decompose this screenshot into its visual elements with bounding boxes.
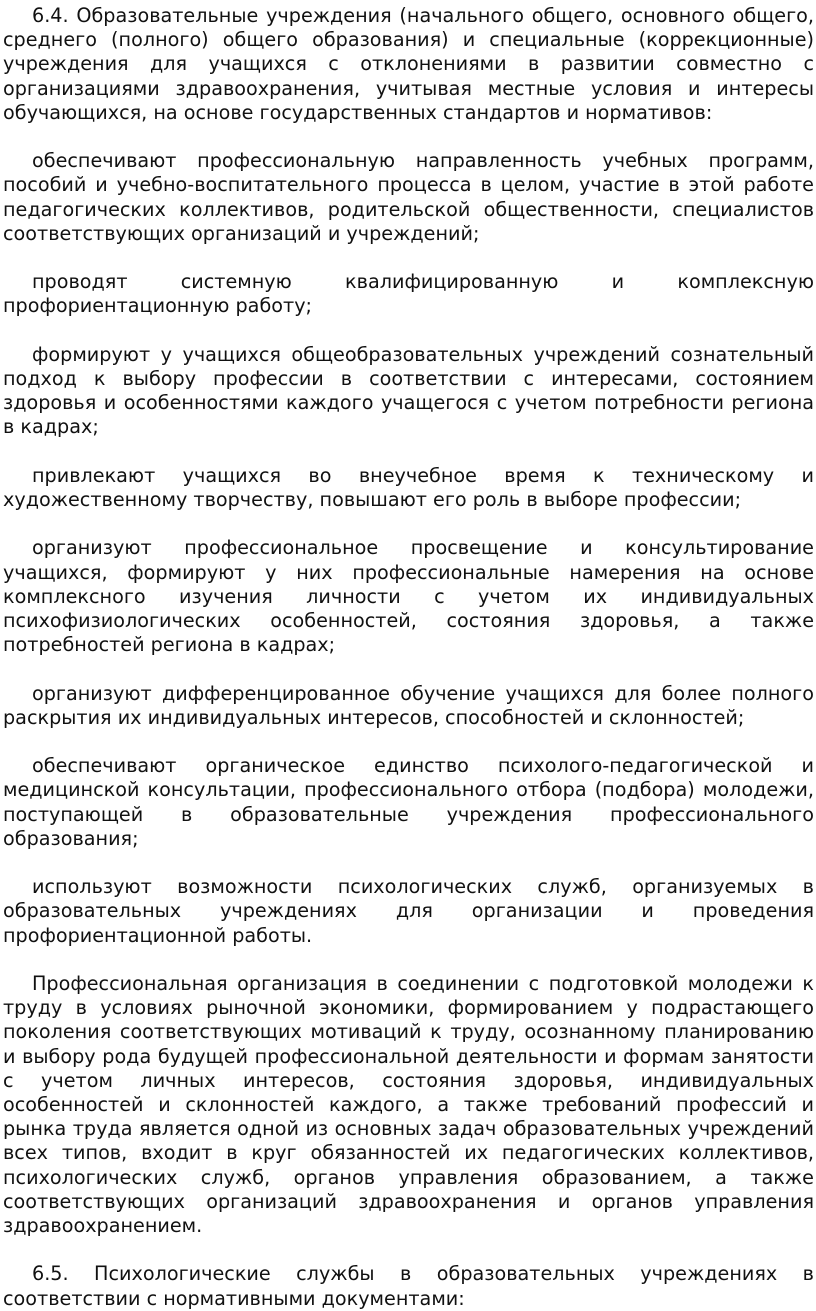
paragraph-creative-activity: привлекают учащихся во внеучебное время к техническому и художественному творчеству, повышают его роль в выборе профессии; — [3, 463, 814, 511]
paragraph-section-6-4-intro: 6.4. Образовательные учреждения (начального общего, основного общего, среднего (полного) общего образования) и специальные (коррекционные) учреждения для учащихся с отклонениями в развитии совместно с организациями здравоохранения, учитывая местные условия и интересы обучающихся, на основе государственных стандартов и нормативов: — [3, 4, 814, 124]
paragraph-conscious-choice: формируют у учащихся общеобразовательных учреждений сознательный подход к выбору профессии в соответствии с интересами, состоянием здоровья и особенностями каждого учащегося с учетом потребности региона в кадрах; — [3, 342, 814, 439]
paragraph-professional-education: организуют профессиональное просвещение и консультирование учащихся, формируют у них профессиональные намерения на основе комплексного изучения личности с учетом их индивидуальных психофизиологических особенностей, состояния здоровья, а также потребностей региона в кадрах; — [3, 536, 814, 657]
paragraph-professional-organization: Профессиональная организация в соединении с подготовкой молодежи к труду в условиях рыночной экономики, формированием у подрастающего поколения соответствующих мотиваций к труду, осознанному планированию и выбору рода будущей профессиональной деятельности и формам занятости с учетом личных интересов, состояния здоровья, индивидуальных особенностей и склонностей каждого, а также требований профессий и рынка труда является одной из основных задач образовательных учреждений всех типов, входит в круг обязанностей их педагогических коллективов, психологических служб, органов управления образованием, а также соответствующих организаций здравоохранения и органов управления здравоохранением. — [3, 971, 814, 1238]
paragraph-professional-orientation: обеспечивают профессиональную направленность учебных программ, пособий и учебно-воспитательного процесса в целом, участие в этой работе педагогических коллективов, родительской общественности, специалистов соответствующих организаций и учреждений; — [3, 149, 814, 245]
paragraph-section-6-5: 6.5. Психологические службы в образовательных учреждениях в соответствии с нормативными документами: — [3, 1262, 814, 1310]
paragraph-career-guidance-work: проводят системную квалифицированную и комплексную профориентационную работу; — [3, 270, 814, 318]
paragraph-differentiated-learning: организуют дифференцированное обучение учащихся для более полного раскрытия их индивидуальных интересов, способностей и склонностей; — [3, 681, 814, 729]
paragraph-medical-consultation: обеспечивают органическое единство психолого-педагогической и медицинской консультации, профессионального отбора (подбора) молодежи, поступающей в образовательные учреждения профессионального образования; — [3, 754, 814, 850]
paragraph-psychological-services: используют возможности психологических служб, организуемых в образовательных учреждениях для организации и проведения профориентационной работы. — [3, 875, 814, 947]
